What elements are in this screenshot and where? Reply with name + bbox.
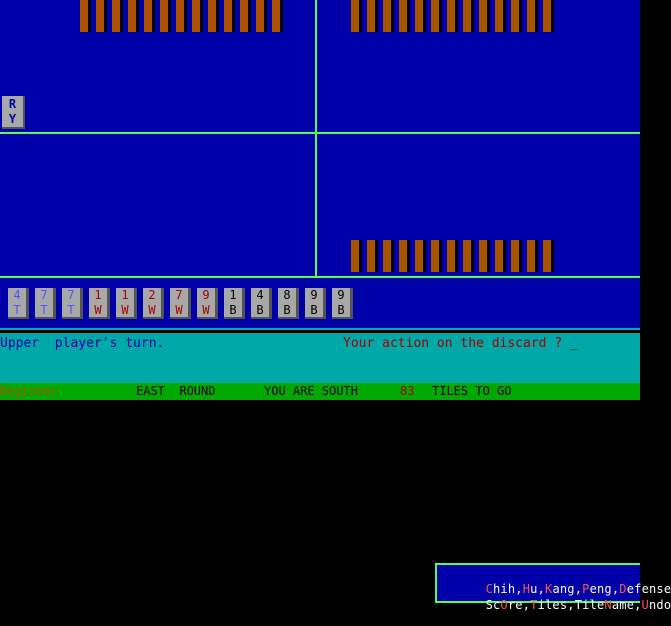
tile-suit: B bbox=[310, 302, 318, 317]
tile-suit: B bbox=[256, 302, 264, 317]
hand-tile[interactable] bbox=[197, 288, 218, 319]
tile-suit: B bbox=[283, 302, 291, 317]
grid-line-center bbox=[315, 0, 317, 278]
tile-back bbox=[431, 240, 442, 272]
tile-back bbox=[415, 240, 426, 272]
tile-back bbox=[431, 0, 442, 32]
tile-back bbox=[447, 0, 458, 32]
menu-kang[interactable]: Kang, bbox=[545, 582, 583, 596]
tiles-remaining: 83 bbox=[400, 384, 415, 398]
hand-tile[interactable] bbox=[305, 288, 326, 319]
tile-back bbox=[543, 0, 554, 32]
side-discard-tile bbox=[2, 96, 25, 129]
round-label: EAST ROUND bbox=[136, 384, 216, 398]
tile-suit: T bbox=[67, 302, 75, 317]
hand-tile[interactable] bbox=[170, 288, 191, 319]
tile-back bbox=[367, 240, 378, 272]
tile-number: 2 bbox=[148, 288, 156, 303]
tile-suit: T bbox=[13, 302, 21, 317]
tile-back bbox=[272, 0, 283, 32]
tile-back bbox=[399, 0, 410, 32]
side-tile-top: R bbox=[8, 96, 17, 111]
tile-back bbox=[112, 0, 123, 32]
tile-number: 9 bbox=[337, 288, 345, 303]
tile-back bbox=[351, 0, 362, 32]
menu-undo[interactable]: Undo bbox=[641, 598, 671, 612]
tile-back bbox=[495, 240, 506, 272]
menu-defense[interactable]: Defense bbox=[619, 582, 671, 596]
hand-tile[interactable] bbox=[89, 288, 110, 319]
hand-tile[interactable] bbox=[143, 288, 164, 319]
tile-number: 4 bbox=[256, 288, 264, 303]
tile-back bbox=[543, 240, 554, 272]
tile-back bbox=[240, 0, 251, 32]
action-menu-line-2 bbox=[441, 584, 671, 626]
menu-tiles[interactable]: Tiles, bbox=[530, 598, 575, 612]
tile-number: 9 bbox=[310, 288, 318, 303]
seat-label: YOU ARE SOUTH bbox=[264, 384, 358, 398]
tile-number: 7 bbox=[40, 288, 48, 303]
top-left-player-wall bbox=[80, 0, 283, 32]
tile-number: 4 bbox=[13, 288, 21, 303]
tile-back bbox=[383, 240, 394, 272]
message-area bbox=[0, 333, 640, 383]
hand-tile[interactable] bbox=[8, 288, 29, 319]
tile-suit: T bbox=[40, 302, 48, 317]
menu-tilename[interactable]: TileName, bbox=[574, 598, 642, 612]
tile-back bbox=[224, 0, 235, 32]
tile-suit: B bbox=[337, 302, 345, 317]
tile-back bbox=[415, 0, 426, 32]
menu-score[interactable]: ScOre, bbox=[485, 598, 531, 612]
tile-back bbox=[495, 0, 506, 32]
hand-tile[interactable] bbox=[116, 288, 137, 319]
tile-back bbox=[383, 0, 394, 32]
tile-back bbox=[399, 240, 410, 272]
hand-divider bbox=[0, 328, 640, 330]
tile-back bbox=[527, 240, 538, 272]
tile-suit: B bbox=[229, 302, 237, 317]
tile-back bbox=[128, 0, 139, 32]
tile-suit: W bbox=[94, 302, 102, 317]
status-bar bbox=[0, 383, 640, 400]
prompt-text: Your action on the discard ? bbox=[343, 336, 570, 351]
tile-number: 1 bbox=[121, 288, 129, 303]
hand-tile[interactable] bbox=[35, 288, 56, 319]
hand-tile[interactable] bbox=[278, 288, 299, 319]
lower-right-player-wall bbox=[351, 240, 554, 272]
tile-back bbox=[463, 240, 474, 272]
tile-back bbox=[479, 0, 490, 32]
tile-back bbox=[463, 0, 474, 32]
action-prompt[interactable] bbox=[343, 336, 578, 351]
tile-number: 1 bbox=[229, 288, 237, 303]
tile-back bbox=[447, 240, 458, 272]
menu-peng[interactable]: Peng, bbox=[582, 582, 620, 596]
tile-back bbox=[256, 0, 267, 32]
tile-back bbox=[144, 0, 155, 32]
tile-back bbox=[160, 0, 171, 32]
tile-back bbox=[208, 0, 219, 32]
side-tile-bottom: Y bbox=[8, 112, 17, 127]
tile-back bbox=[80, 0, 91, 32]
skill-level: Beginner bbox=[0, 384, 58, 398]
tile-number: 9 bbox=[202, 288, 210, 303]
tile-back bbox=[176, 0, 187, 32]
tile-number: 8 bbox=[283, 288, 291, 303]
tile-back bbox=[351, 240, 362, 272]
hand-tile[interactable] bbox=[332, 288, 353, 319]
tile-suit: W bbox=[202, 302, 210, 317]
grid-line-bottom bbox=[0, 276, 640, 278]
tile-back bbox=[511, 240, 522, 272]
tile-number: 7 bbox=[67, 288, 75, 303]
hand-tile[interactable] bbox=[224, 288, 245, 319]
tile-number: 7 bbox=[175, 288, 183, 303]
tile-suit: W bbox=[121, 302, 129, 317]
tile-suit: W bbox=[175, 302, 183, 317]
game-board bbox=[0, 0, 640, 280]
text-cursor: _ bbox=[569, 336, 578, 351]
turn-message: Upper player's turn. bbox=[0, 336, 165, 351]
action-menu bbox=[435, 563, 671, 612]
player-hand bbox=[8, 288, 353, 319]
tile-back bbox=[479, 240, 490, 272]
hand-tile[interactable] bbox=[251, 288, 272, 319]
menu-hu[interactable]: Hu, bbox=[522, 582, 545, 596]
tile-back bbox=[367, 0, 378, 32]
top-right-player-wall bbox=[351, 0, 554, 32]
tile-back bbox=[192, 0, 203, 32]
tile-back bbox=[96, 0, 107, 32]
menu-chih[interactable]: Chih, bbox=[485, 582, 523, 596]
tiles-remaining-label: TILES TO GO bbox=[432, 384, 512, 398]
hand-tile[interactable] bbox=[62, 288, 83, 319]
tile-back bbox=[527, 0, 538, 32]
tile-number: 1 bbox=[94, 288, 102, 303]
tile-suit: W bbox=[148, 302, 156, 317]
tile-back bbox=[511, 0, 522, 32]
grid-line-top bbox=[0, 132, 640, 134]
